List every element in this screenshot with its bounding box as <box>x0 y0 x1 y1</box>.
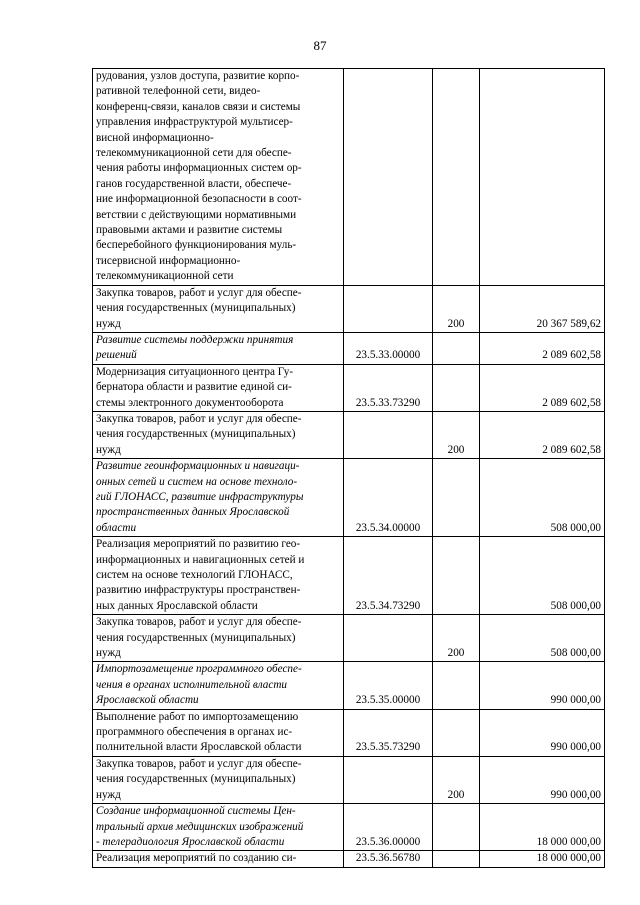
row-amount-cell: 18 000 000,00 <box>480 851 605 867</box>
row-name-cell <box>93 851 344 867</box>
row-name-line: онных сетей и систем на основе техноло- <box>96 475 298 488</box>
row-amount-cell: 508 000,00 <box>480 615 605 662</box>
row-expense-type-cell: 200 <box>433 285 480 332</box>
row-code-cell <box>344 615 433 662</box>
row-name-line: Закупка товаров, работ и услуг для обеспе- <box>96 757 302 770</box>
table-row <box>93 285 605 332</box>
row-code-cell: 23.5.35.00000 <box>344 662 433 709</box>
row-name-line: Развитие геоинформационных и навигаци- <box>96 460 300 473</box>
row-code-cell <box>344 69 433 286</box>
row-name-line: гий ГЛОНАСС, развитие инфраструктуры <box>96 490 304 503</box>
table-row <box>93 756 605 803</box>
row-amount-cell: 990 000,00 <box>480 709 605 756</box>
row-code-cell: 23.5.33.00000 <box>344 332 433 364</box>
table-row <box>93 615 605 662</box>
row-name-line: - телерадиология Ярославской области <box>96 835 285 848</box>
row-name-cell <box>93 804 344 851</box>
row-name-line: Закупка товаров, работ и услуг для обеспе- <box>96 286 302 299</box>
row-name-line: Ярославской области <box>96 694 199 707</box>
row-name-cell <box>93 615 344 662</box>
row-name-cell <box>93 662 344 709</box>
row-amount-cell: 508 000,00 <box>480 537 605 615</box>
table-row <box>93 537 605 615</box>
row-code-cell <box>344 285 433 332</box>
row-name-line: информационных и навигационных сетей и <box>96 553 305 566</box>
row-amount-cell: 2 089 602,58 <box>480 411 605 458</box>
table-row <box>93 804 605 851</box>
row-amount-cell: 20 367 589,62 <box>480 285 605 332</box>
row-amount-cell: 508 000,00 <box>480 459 605 537</box>
row-name-line: ных данных Ярославской области <box>96 599 258 612</box>
row-name-line: тисервисной информационно- <box>96 254 241 267</box>
row-name-line: нужд <box>96 443 121 456</box>
row-name-line: нужд <box>96 647 121 660</box>
row-name-line: чения государственных (муниципальных) <box>96 302 296 315</box>
row-code-cell: 23.5.36.56780 <box>344 851 433 867</box>
row-name-line: правовыми актами и развитие системы <box>96 224 283 237</box>
row-name-line: Модернизация ситуационного центра Гу- <box>96 365 294 378</box>
row-expense-type-cell <box>433 537 480 615</box>
row-code-cell: 23.5.36.00000 <box>344 804 433 851</box>
row-name-cell <box>93 411 344 458</box>
row-name-cell <box>93 364 344 411</box>
table-row <box>93 411 605 458</box>
row-code-cell: 23.5.33.73290 <box>344 364 433 411</box>
row-name-line: решений <box>96 349 137 362</box>
row-name-line: чения государственных (муниципальных) <box>96 773 296 786</box>
row-name-line: Выполнение работ по импортозамещению <box>96 710 299 723</box>
row-name-line: управления инфраструктурой мультисер- <box>96 116 293 129</box>
row-name-cell <box>93 709 344 756</box>
row-name-line: стемы электронного документооборота <box>96 396 284 409</box>
row-name-line: телекоммуникационной сети <box>96 270 234 283</box>
row-name-line: чения государственных (муниципальных) <box>96 631 296 644</box>
row-name-line: ганов государственной власти, обеспече- <box>96 177 292 190</box>
row-name-line: ветствии с действующими нормативными <box>96 208 297 221</box>
row-name-line: бернатора области и развитие единой си- <box>96 381 292 394</box>
row-name-line: телекоммуникационной сети для обеспе- <box>96 147 292 160</box>
row-expense-type-cell <box>433 804 480 851</box>
row-expense-type-cell <box>433 662 480 709</box>
row-code-cell <box>344 756 433 803</box>
row-name-line: программного обеспечения в органах ис- <box>96 726 293 739</box>
row-expense-type-cell <box>433 364 480 411</box>
row-name-line: Развитие системы поддержки принятия <box>96 333 294 346</box>
row-name-line: ративной телефонной сети, видео- <box>96 85 261 98</box>
row-amount-cell: 18 000 000,00 <box>480 804 605 851</box>
row-name-line: висной информационно- <box>96 131 214 144</box>
page-number: 87 <box>313 38 327 53</box>
row-name-cell <box>93 537 344 615</box>
row-expense-type-cell <box>433 69 480 286</box>
row-name-line: чения в органах исполнительной власти <box>96 678 288 691</box>
row-name-line: ние информационной безопасности в соот- <box>96 193 302 206</box>
table-row <box>93 709 605 756</box>
row-name-line: чения государственных (муниципальных) <box>96 428 296 441</box>
table-row <box>93 662 605 709</box>
row-amount-cell: 2 089 602,58 <box>480 332 605 364</box>
row-name-cell <box>93 69 344 286</box>
row-code-cell: 23.5.35.73290 <box>344 709 433 756</box>
table-row <box>93 69 605 286</box>
row-code-cell: 23.5.34.00000 <box>344 459 433 537</box>
row-name-line: Импортозамещение программного обеспе- <box>96 663 302 676</box>
row-amount-cell: 2 089 602,58 <box>480 364 605 411</box>
row-name-line: области <box>96 521 137 534</box>
row-name-line: конференц-связи, каналов связи и системы <box>96 100 301 113</box>
row-name-line: Реализация мероприятий по созданию си- <box>96 852 297 865</box>
row-expense-type-cell: 200 <box>433 411 480 458</box>
row-name-cell <box>93 756 344 803</box>
row-expense-type-cell <box>433 851 480 867</box>
table-row <box>93 459 605 537</box>
row-name-line: развитию инфраструктуры пространствен- <box>96 584 301 597</box>
row-name-line: Закупка товаров, работ и услуг для обеспе- <box>96 616 302 629</box>
row-expense-type-cell <box>433 709 480 756</box>
row-amount-cell <box>480 69 605 286</box>
row-code-cell <box>344 411 433 458</box>
row-name-line: систем на основе технологий ГЛОНАСС, <box>96 569 293 581</box>
row-name-line: бесперебойного функционирования муль- <box>96 239 297 252</box>
row-name-line: пространственных данных Ярославской <box>96 506 290 519</box>
row-name-line: Закупка товаров, работ и услуг для обеспе- <box>96 412 302 425</box>
row-expense-type-cell: 200 <box>433 756 480 803</box>
row-amount-cell: 990 000,00 <box>480 756 605 803</box>
row-name-line: Реализация мероприятий по развитию гео- <box>96 538 301 551</box>
row-name-line: тральный архив медицинских изображений <box>96 820 304 833</box>
row-amount-cell: 990 000,00 <box>480 662 605 709</box>
row-expense-type-cell <box>433 332 480 364</box>
row-name-line: нужд <box>96 788 121 801</box>
row-name-cell <box>93 285 344 332</box>
row-name-line: чения работы информационных систем ор- <box>96 162 302 175</box>
row-name-cell <box>93 459 344 537</box>
row-name-line: рудования, узлов доступа, развитие корпо- <box>96 70 300 82</box>
table-row <box>93 851 605 867</box>
row-name-line: нужд <box>96 317 121 330</box>
budget-table-body <box>93 69 605 868</box>
row-name-line: Создание информационной системы Цен- <box>96 805 296 818</box>
row-code-cell: 23.5.34.73290 <box>344 537 433 615</box>
row-expense-type-cell: 200 <box>433 615 480 662</box>
table-row <box>93 332 605 364</box>
row-name-line: полнительной власти Ярославской области <box>96 741 302 754</box>
row-expense-type-cell <box>433 459 480 537</box>
row-name-cell <box>93 332 344 364</box>
table-row <box>93 364 605 411</box>
budget-table <box>92 68 605 868</box>
